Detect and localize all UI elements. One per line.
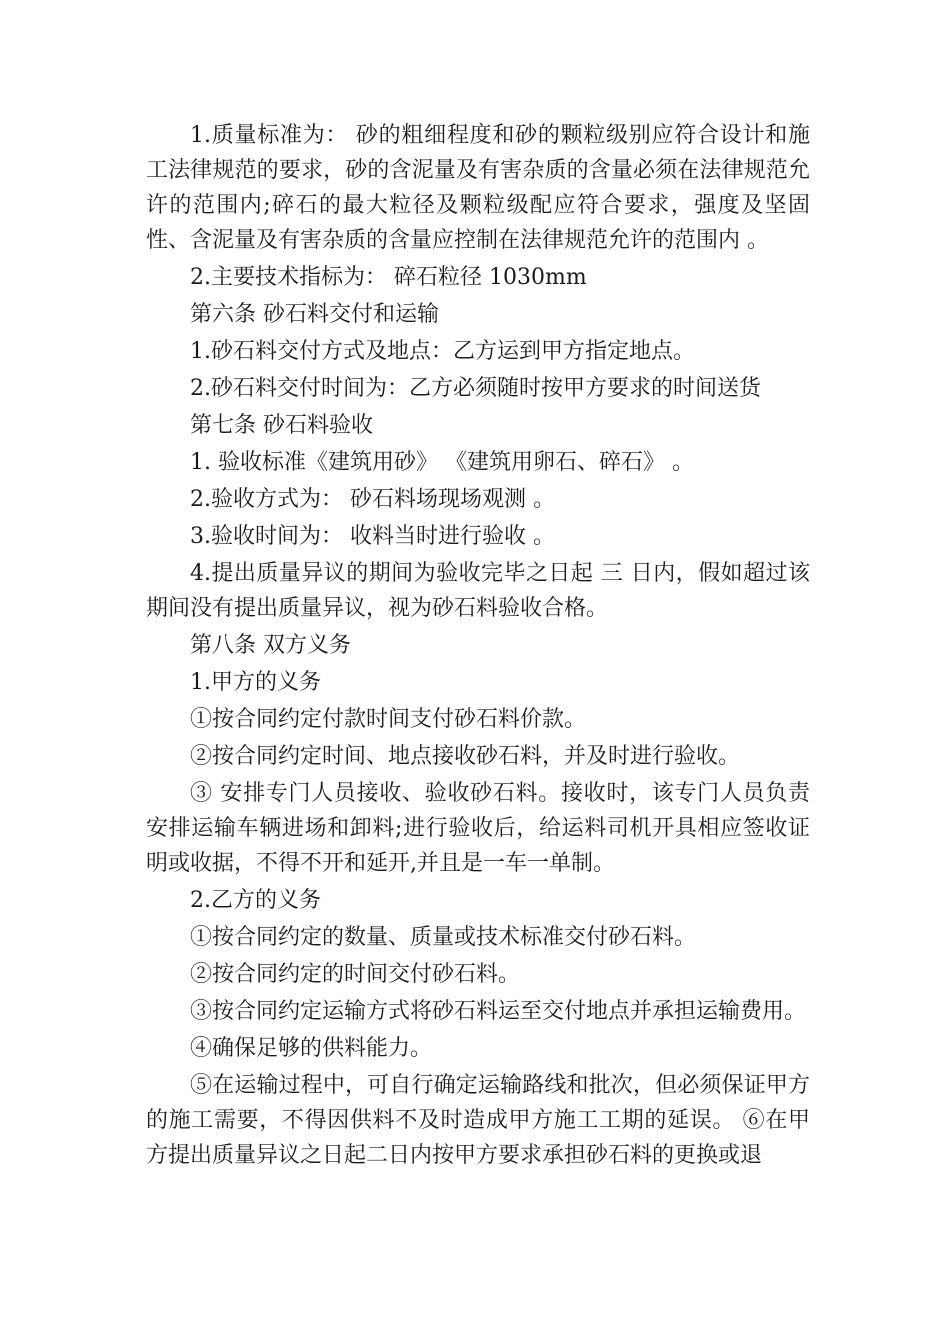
delivery-method-paragraph: 1.砂石料交付方式及地点：乙方运到甲方指定地点。	[190, 339, 695, 364]
party-b-obligation-1: ①按合同约定的数量、质量或技术标准交付砂石料。	[190, 925, 697, 950]
acceptance-standard-paragraph: 1. 验收标准《建筑用砂》 《建筑用卵石、碎石》 。	[190, 450, 694, 475]
party-a-obligations-heading: 1.甲方的义务	[190, 670, 321, 695]
quality-objection-paragraph: 4.提出质量异议的期间为验收完毕之日起 三 日内，假如超过该期间没有提出质量异议，视为砂石料验收合格。	[146, 561, 810, 621]
party-b-obligation-5: ⑤在运输过程中，可自行确定运输路线和批次，但必须保证甲方的施工需要，不得因供料不及时造成甲方施工工期的延误。 ⑥在甲方提出质量异议之日起二日内按甲方要求承担砂石料的更换或退	[146, 1073, 810, 1168]
party-a-obligation-1: ①按合同约定付款时间支付砂石料价款。	[190, 707, 587, 732]
party-b-obligations-heading: 2.乙方的义务	[190, 888, 321, 913]
article-8-heading: 第八条 双方义务	[190, 633, 351, 658]
article-6-heading: 第六条 砂石料交付和运输	[190, 302, 439, 327]
party-b-obligation-3: ③按合同约定运输方式将砂石料运至交付地点并承担运输费用。	[190, 999, 807, 1024]
quality-standard-paragraph: 1.质量标准为： 砂的粗细程度和砂的颗粒级别应符合设计和施工法律规范的要求，砂的含泥量及有害杂质的含量必须在法律规范允许的范围内;碎石的最大粒径及颗粒级配应符合要求，强度及坚固性、含泥量及有害杂质的含量应控制在法律规范允许的范围内 。	[146, 123, 810, 253]
acceptance-time-paragraph: 3.验收时间为： 收料当时进行验收 。	[190, 524, 555, 549]
document-body	[146, 118, 810, 1175]
technical-index-paragraph: 2.主要技术指标为： 碎石粒径 1030mm	[190, 265, 587, 290]
party-b-obligation-4: ④确保足够的供料能力。	[190, 1036, 433, 1061]
party-a-obligation-2: ②按合同约定时间、地点接收砂石料，并及时进行验收。	[190, 744, 741, 769]
acceptance-method-paragraph: 2.验收方式为： 砂石料场现场观测 。	[190, 487, 555, 512]
party-b-obligation-2: ②按合同约定的时间交付砂石料。	[190, 962, 521, 987]
delivery-time-paragraph: 2.砂石料交付时间为：乙方必须随时按甲方要求的时间送货	[190, 376, 761, 401]
article-7-heading: 第七条 砂石料验收	[190, 413, 373, 438]
party-a-obligation-3: ③ 安排专门人员接收、验收砂石料。接收时，该专门人员负责安排运输车辆进场和卸料;进行验收后，给运料司机开具相应签收证明或收据，不得不开和延开,并且是一车一单制。	[146, 781, 810, 876]
